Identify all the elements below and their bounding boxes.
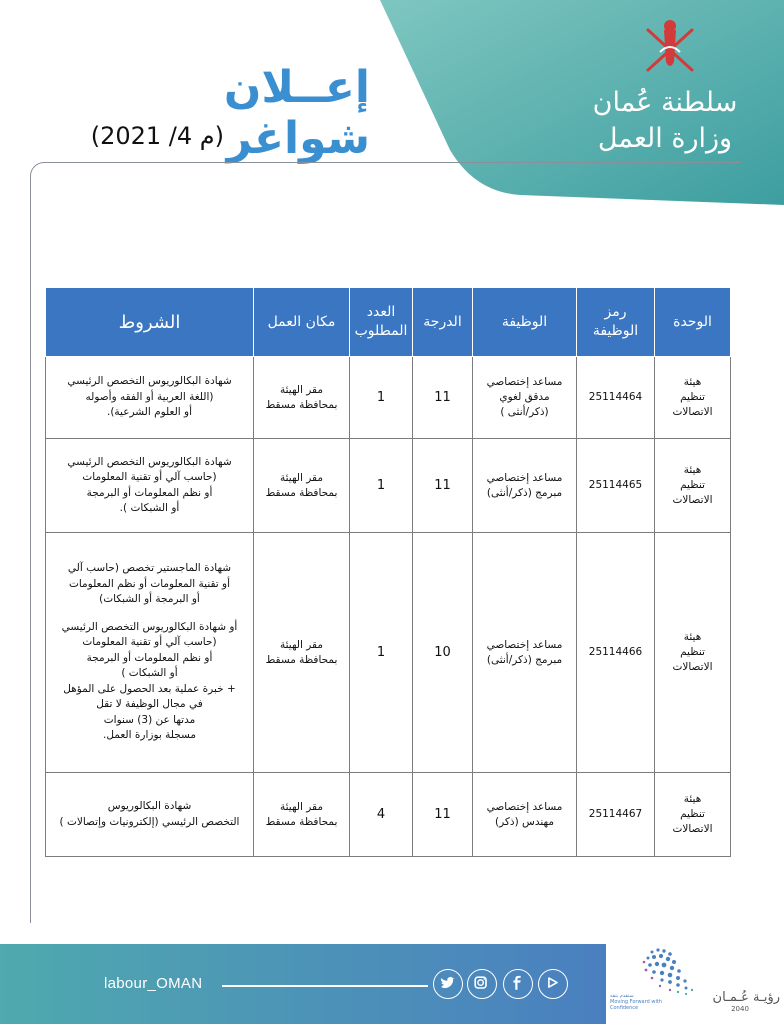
youtube-icon[interactable] — [538, 969, 568, 999]
cell-count: 1 — [350, 357, 413, 439]
cell-conditions: شهادة البكالوريوس التخصص الرئيسي (اللغة العربية أو الفقه وأصوله أو العلوم الشرعية). — [46, 357, 254, 439]
cell-conditions: شهادة الماجستير تخصص (حاسب آلي أو تقنية المعلومات أو نظم المعلومات أو البرمجة أو الشبكات) أو شهادة البكالوريوس التخصص الرئيسي (حاسب آلي أو تقنية المعلومات أو نظم المعلومات أو البرمجة أو الشبكات ) + خبرة عملية بعد الحصول على المؤهل في مجال الوظيفة لا تقل مدتها عن (3) سنوات مسجلة بوزارة العمل. — [46, 533, 254, 773]
ministry-line-1: سلطنة عُمان — [592, 87, 738, 118]
cell-location: مقر الهيئة بمحافظة مسقط — [254, 773, 350, 857]
announcement-title: إعــلان شواغر — [223, 62, 370, 164]
cell-job-code: 25114466 — [577, 533, 655, 773]
cell-count: 1 — [350, 533, 413, 773]
cell-conditions: شهادة البكالوريوس التخصص الرئيسي (حاسب آلي أو تقنية المعلومات أو نظم المعلومات أو البرمجة أو الشبكات ). — [46, 439, 254, 533]
announcement-date: (م 4/ 2021) — [90, 122, 224, 150]
footer-divider — [222, 985, 428, 987]
table-header-row — [46, 288, 731, 357]
facebook-icon[interactable] — [503, 969, 533, 999]
cell-job: مساعد إختصاصي مدقق لغوي (ذكر/أنثى ) — [473, 357, 577, 439]
social-handle[interactable]: labour_OMAN — [104, 975, 203, 992]
ministry-name — [590, 85, 740, 157]
cell-unit: هيئة تنظيم الاتصالات — [655, 773, 731, 857]
cell-job-code: 25114467 — [577, 773, 655, 857]
cell-location: مقر الهيئة بمحافظة مسقط — [254, 533, 350, 773]
twitter-icon[interactable] — [433, 969, 463, 999]
vacancies-table — [45, 287, 731, 857]
vision-tagline: ستقدم بثقة Moving Forward with Confidence — [610, 993, 662, 1011]
header-grade: الدرجة — [413, 288, 473, 357]
cell-count: 4 — [350, 773, 413, 857]
header-count: العدد المطلوب — [350, 288, 413, 357]
ministry-line-2: وزارة العمل — [597, 123, 733, 154]
header-unit: الوحدة — [655, 288, 731, 357]
cell-grade: 11 — [413, 439, 473, 533]
oman-emblem-icon — [638, 12, 702, 84]
cell-unit: هيئة تنظيم الاتصالات — [655, 533, 731, 773]
cell-conditions: شهادة البكالوريوس التخصص الرئيسي (إلكترونيات وإتصالات ) — [46, 773, 254, 857]
header-conditions: الشروط — [46, 288, 254, 357]
cell-grade: 11 — [413, 357, 473, 439]
cell-job: مساعد إختصاصي مبرمج (ذكر/أنثى) — [473, 533, 577, 773]
table-row — [46, 533, 731, 773]
cell-job: مساعد إختصاصي مبرمج (ذكر/أنثى) — [473, 439, 577, 533]
cell-unit: هيئة تنظيم الاتصالات — [655, 439, 731, 533]
instagram-icon[interactable] — [467, 969, 497, 999]
table-row — [46, 357, 731, 439]
cell-unit: هيئة تنظيم الاتصالات — [655, 357, 731, 439]
cell-location: مقر الهيئة بمحافظة مسقط — [254, 357, 350, 439]
cell-job-code: 25114464 — [577, 357, 655, 439]
header-job: الوظيفة — [473, 288, 577, 357]
cell-job-code: 25114465 — [577, 439, 655, 533]
cell-location: مقر الهيئة بمحافظة مسقط — [254, 439, 350, 533]
cell-count: 1 — [350, 439, 413, 533]
header-job-code: رمز الوظيفة — [577, 288, 655, 357]
table-row — [46, 773, 731, 857]
vision-label: رؤيـة عُـمـان 2040 — [712, 990, 780, 1013]
header-location: مكان العمل — [254, 288, 350, 357]
cell-job: مساعد إختصاصي مهندس (ذكر) — [473, 773, 577, 857]
cell-grade: 11 — [413, 773, 473, 857]
cell-grade: 10 — [413, 533, 473, 773]
table-row — [46, 439, 731, 533]
